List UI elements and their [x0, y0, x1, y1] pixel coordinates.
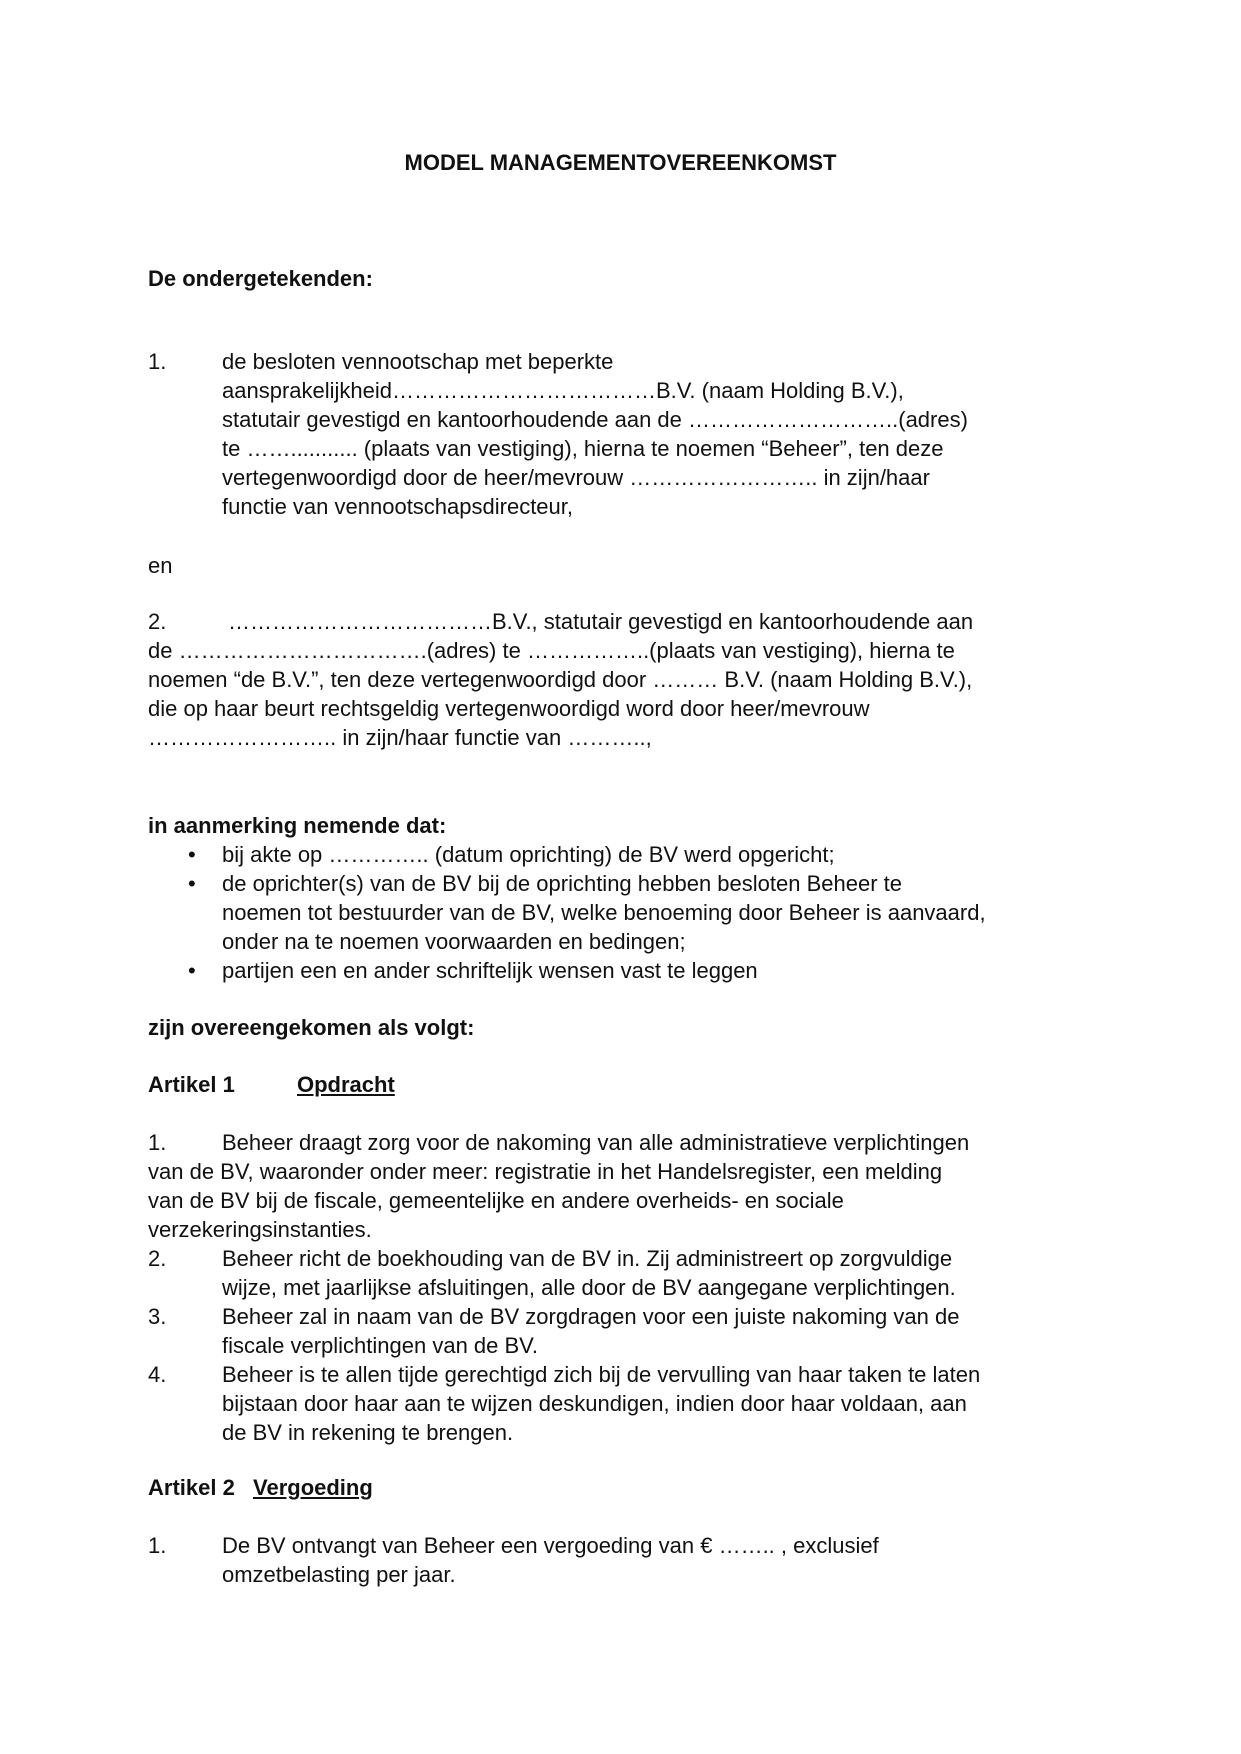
- agreed-heading: zijn overeengekomen als volgt:: [148, 1015, 475, 1040]
- party1-line: vertegenwoordigd door de heer/mevrouw …………………….. in zijn/haar: [222, 465, 930, 490]
- bullet-line: de oprichter(s) van de BV bij de oprichting hebben besloten Beheer te: [222, 871, 902, 896]
- bullet-item: [222, 956, 758, 985]
- party2-line: …………………….. in zijn/haar functie van ………..,: [148, 725, 652, 750]
- bullet-marker: •: [188, 958, 196, 983]
- considering-heading: in aanmerking nemende dat:: [148, 813, 447, 838]
- bullet-item: [222, 869, 986, 956]
- article1-item-line: bijstaan door haar aan te wijzen deskundigen, indien door haar voldaan, aan: [222, 1391, 967, 1416]
- article1-item-line: de BV in rekening te brengen.: [222, 1420, 514, 1445]
- article2-item-line: De BV ontvangt van Beheer een vergoeding van € …….. , exclusief: [222, 1533, 879, 1558]
- party2-line: de …………………………….(adres) te ……………..(plaats van vestiging), hierna te: [148, 638, 955, 663]
- party2-line: die op haar beurt rechtsgeldig vertegenwoordigd word door heer/mevrouw: [148, 696, 870, 721]
- conjunction-text: en: [148, 553, 173, 578]
- article2-title: Vergoeding: [253, 1475, 373, 1500]
- parties-heading: De ondergetekenden:: [148, 266, 373, 291]
- document-title: MODEL MANAGEMENTOVEREENKOMST: [404, 150, 837, 175]
- article1-item-line: fiscale verplichtingen van de BV.: [222, 1333, 538, 1358]
- party2-number: 2.: [148, 609, 167, 634]
- article2-item-number: 1.: [148, 1533, 167, 1558]
- bullet-line: noemen tot bestuurder van de BV, welke benoeming door Beheer is aanvaard,: [222, 900, 986, 925]
- article1-item-number: 4.: [148, 1362, 167, 1387]
- article1-item-line: Beheer richt de boekhouding van de BV in. Zij administreert op zorgvuldige: [222, 1246, 953, 1271]
- bullet-line: onder na te noemen voorwaarden en bedingen;: [222, 929, 686, 954]
- article1-item-number: 1.: [148, 1130, 167, 1155]
- article1-item1-line: van de BV, waaronder onder meer: registratie in het Handelsregister, een melding: [148, 1159, 943, 1184]
- bullet-marker: •: [188, 871, 196, 896]
- article1-item-number: 2.: [148, 1246, 167, 1271]
- party1-line: de besloten vennootschap met beperkte: [222, 349, 614, 374]
- article1-item-number: 3.: [148, 1304, 167, 1329]
- bullet-line: bij akte op ………….. (datum oprichting) de BV werd opgericht;: [222, 842, 835, 867]
- article2-label: Artikel 2: [148, 1475, 235, 1500]
- article1-item1-line: van de BV bij de fiscale, gemeentelijke en andere overheids- en sociale: [148, 1188, 844, 1213]
- party1-line: statutair gevestigd en kantoorhoudende aan de ………………………..(adres): [222, 407, 968, 432]
- article1-label: Artikel 1: [148, 1072, 235, 1097]
- article1-item-text: [222, 1360, 980, 1447]
- article1-title: Opdracht: [297, 1072, 395, 1097]
- article1-item-text: [222, 1302, 959, 1360]
- article1-item1-line: verzekeringsinstanties.: [148, 1217, 372, 1242]
- party2-text: [148, 636, 972, 752]
- bullet-line: partijen een en ander schriftelijk wensen vast te leggen: [222, 958, 758, 983]
- article1-item-line: Beheer is te allen tijde gerechtigd zich bij de vervulling van haar taken te laten: [222, 1362, 981, 1387]
- article1-item-line: Beheer zal in naam van de BV zorgdragen voor een juiste nakoming van de: [222, 1304, 960, 1329]
- party2-first-line: ………………………………B.V., statutair gevestigd en kantoorhoudende aan: [228, 609, 974, 634]
- bullet-marker: •: [188, 842, 196, 867]
- article2-item-line: omzetbelasting per jaar.: [222, 1562, 456, 1587]
- party1-number: 1.: [148, 349, 167, 374]
- party2-line: noemen “de B.V.”, ten deze vertegenwoordigd door ……… B.V. (naam Holding B.V.),: [148, 667, 973, 692]
- article2-item-text: [222, 1531, 879, 1589]
- party1-line: functie van vennootschapsdirecteur,: [222, 494, 574, 519]
- party1-line: aansprakelijkheid………………………………B.V. (naam Holding B.V.),: [222, 378, 904, 403]
- party1-text: [222, 347, 968, 521]
- bullet-item: [222, 840, 835, 869]
- article1-item1-first-line: Beheer draagt zorg voor de nakoming van alle administratieve verplichtingen: [222, 1130, 970, 1155]
- party1-line: te ……........... (plaats van vestiging), hierna te noemen “Beheer”, ten deze: [222, 436, 944, 461]
- article1-item1-text: [148, 1157, 942, 1244]
- article1-item-line: wijze, met jaarlijkse afsluitingen, alle door de BV aangegane verplichtingen.: [222, 1275, 956, 1300]
- article1-item-text: [222, 1244, 956, 1302]
